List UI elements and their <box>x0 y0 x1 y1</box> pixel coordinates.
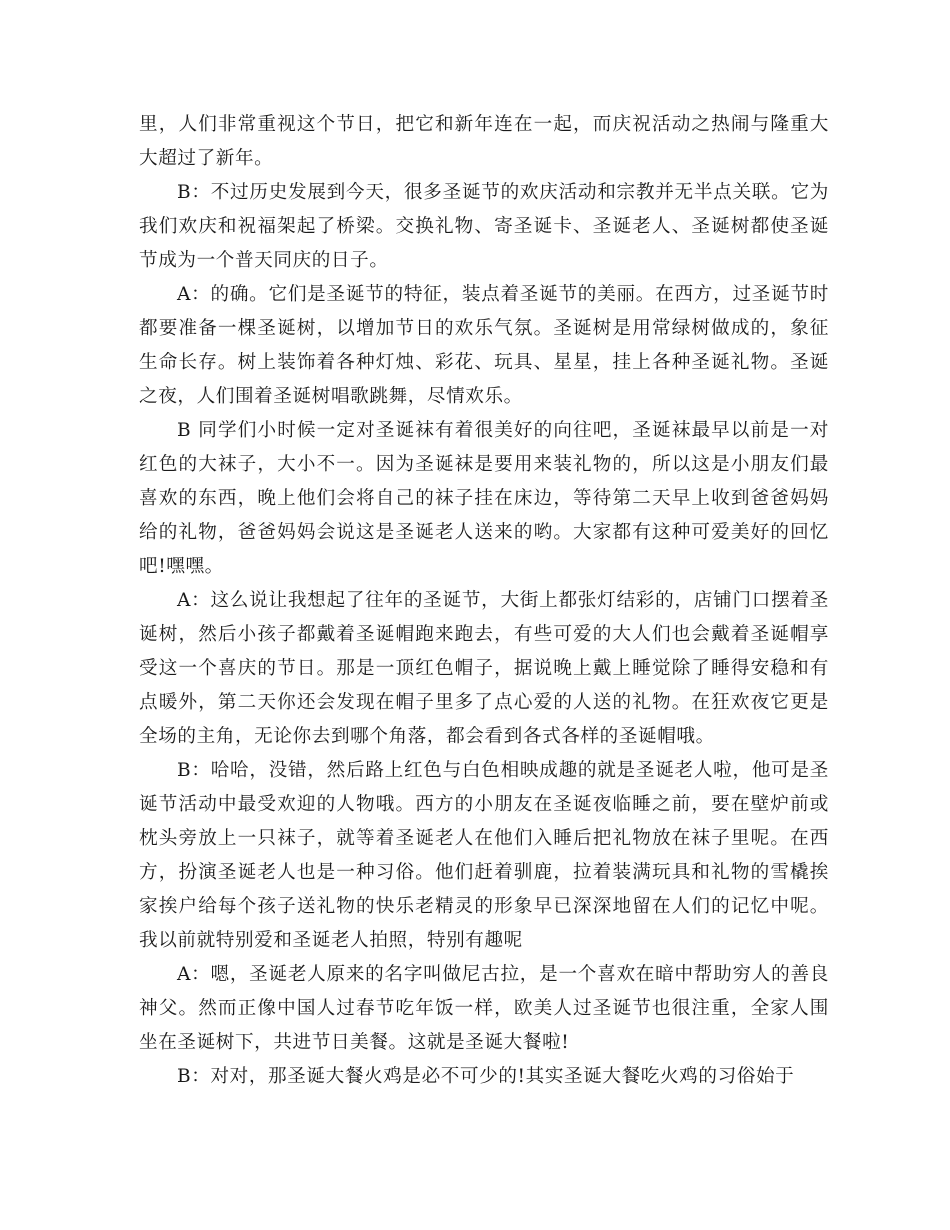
dialogue-paragraph-b-1: B：不过历史发展到今天，很多圣诞节的欢庆活动和宗教并无半点关联。它为我们欢庆和祝福架起了桥梁。交换礼物、寄圣诞卡、圣诞老人、圣诞树都使圣诞节成为一个普天同庆的日子。 <box>139 182 829 271</box>
dialogue-paragraph-b-4: B：对对，那圣诞大餐火鸡是必不可少的!其实圣诞大餐吃火鸡的习俗始于 <box>177 1066 795 1087</box>
dialogue-paragraph-b-2: B 同学们小时候一定对圣诞袜有着很美好的向往吧，圣诞袜最早以前是一对红色的大袜子，大小不一。因为圣诞袜是要用来装礼物的，所以这是小朋友们最喜欢的东西，晚上他们会将自己的袜子挂在床边，等待第二天早上收到爸爸妈妈给的礼物，爸爸妈妈会说这是圣诞老人送来的哟。大家都有这种可爱美好的回忆吧!嘿嘿。 <box>139 420 829 577</box>
dialogue-paragraph-b-3: B：哈哈，没错，然后路上红色与白色相映成趣的就是圣诞老人啦，他可是圣诞节活动中最受欢迎的人物哦。西方的小朋友在圣诞夜临睡之前，要在壁炉前或枕头旁放上一只袜子，就等着圣诞老人在他们入睡后把礼物放在袜子里呢。在西方，扮演圣诞老人也是一种习俗。他们赶着驯鹿，拉着装满玩具和礼物的雪橇挨家挨户给每个孩子送礼物的快乐老精灵的形象早已深深地留在人们的记忆中呢。我以前就特别爱和圣诞老人拍照，特别有趣呢 <box>139 760 829 951</box>
document-page <box>139 108 829 1094</box>
dialogue-paragraph-a-1: A：的确。它们是圣诞节的特征，装点着圣诞节的美丽。在西方，过圣诞节时都要准备一棵圣诞树，以增加节日的欢乐气氛。圣诞树是用常绿树做成的，象征生命长存。树上装饰着各种灯烛、彩花、玩具、星星，挂上各种圣诞礼物。圣诞之夜，人们围着圣诞树唱歌跳舞，尽情欢乐。 <box>139 284 829 407</box>
paragraph-continuation: 里，人们非常重视这个节日，把它和新年连在一起，而庆祝活动之热闹与隆重大大超过了新年。 <box>139 114 829 169</box>
dialogue-paragraph-a-3: A：嗯，圣诞老人原来的名字叫做尼古拉，是一个喜欢在暗中帮助穷人的善良神父。然而正像中国人过春节吃年饭一样，欧美人过圣诞节也很注重，全家人围坐在圣诞树下，共进节日美餐。这就是圣诞大餐啦! <box>139 964 829 1053</box>
dialogue-paragraph-a-2: A：这么说让我想起了往年的圣诞节，大街上都张灯结彩的，店铺门口摆着圣诞树，然后小孩子都戴着圣诞帽跑来跑去，有些可爱的大人们也会戴着圣诞帽享受这一个喜庆的节日。那是一顶红色帽子，据说晚上戴上睡觉除了睡得安稳和有点暖外，第二天你还会发现在帽子里多了点心爱的人送的礼物。在狂欢夜它更是全场的主角，无论你去到哪个角落，都会看到各式各样的圣诞帽哦。 <box>139 590 829 747</box>
